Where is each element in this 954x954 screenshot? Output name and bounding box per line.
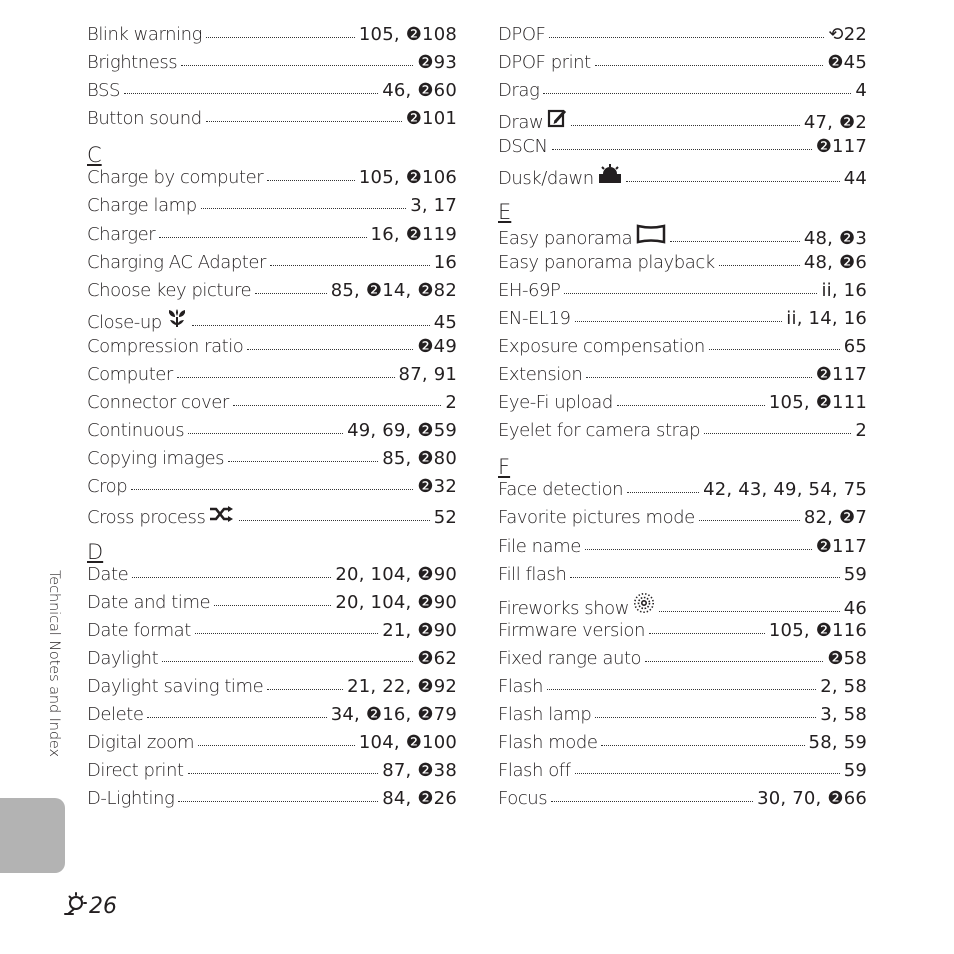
dot-leader (595, 717, 816, 718)
entry-term: Copying images (87, 448, 225, 470)
index-entry (498, 280, 867, 308)
index-entry (498, 704, 867, 732)
index-entry (498, 788, 867, 816)
entry-term: Delete (87, 704, 144, 726)
entry-pages: 104, ❷100 (358, 732, 457, 754)
index-entry (498, 364, 867, 392)
index-entry (87, 80, 457, 108)
index-entry (87, 364, 457, 392)
entry-pages: ❷117 (815, 535, 867, 557)
dot-leader (201, 208, 406, 209)
index-entry (498, 732, 867, 760)
dot-leader (570, 577, 839, 578)
index-entry (87, 24, 457, 52)
entry-pages: 42, 43, 49, 54, 75 (703, 479, 867, 501)
section-heading (498, 448, 867, 479)
entry-term: DSCN (498, 136, 548, 158)
index-entry (87, 420, 457, 448)
index-entry (498, 507, 867, 535)
dot-leader (709, 349, 840, 350)
index-entry (498, 52, 867, 80)
entry-pages: 48, ❷3 (803, 227, 867, 249)
entry-term: Daylight (87, 647, 159, 669)
index-entry (87, 505, 457, 533)
index-entry (498, 648, 867, 676)
entry-pages: 59 (843, 563, 867, 585)
index-entry (87, 195, 457, 223)
entry-pages: ❷58 (827, 647, 867, 669)
entry-term: Flash (498, 675, 543, 697)
entry-pages: ❷49 (417, 335, 457, 357)
entry-term: Date (87, 563, 129, 585)
dot-leader (627, 492, 699, 493)
entry-pages: 84, ❷26 (382, 788, 457, 810)
entry-term: Charging AC Adapter (87, 251, 266, 273)
dot-leader (617, 405, 765, 406)
index-entry (498, 308, 867, 336)
panorama-icon (636, 224, 666, 248)
side-tab-label: Technical Notes and Index (46, 570, 62, 757)
index-entry (87, 760, 457, 788)
dot-leader (181, 65, 413, 66)
dot-leader (571, 125, 800, 126)
close-up-flower-icon (166, 308, 188, 332)
entry-term: Focus (498, 788, 548, 810)
entry-pages: 46 (843, 597, 867, 619)
entry-term: DPOF print (498, 52, 591, 74)
entry-pages: ii, 14, 16 (786, 307, 867, 329)
entry-term: Close-up (87, 311, 162, 333)
entry-term: EH-69P (498, 279, 561, 301)
dot-leader (228, 461, 378, 462)
dot-leader (177, 377, 395, 378)
section-heading (87, 533, 457, 564)
index-entry (87, 788, 457, 816)
entry-term: Flash mode (498, 732, 598, 754)
index-entry (498, 620, 867, 648)
entry-term: Eyelet for camera strap (498, 420, 701, 442)
fireworks-icon (633, 592, 655, 618)
index-entry (498, 336, 867, 364)
entry-pages: ❷45 (827, 52, 867, 74)
entry-pages: 82, ❷7 (803, 507, 867, 529)
dot-leader (575, 773, 840, 774)
entry-pages: 21, ❷90 (382, 619, 457, 641)
index-entry (87, 224, 457, 252)
entry-pages: 2 (445, 392, 457, 414)
dot-leader (267, 689, 343, 690)
entry-pages: 20, 104, ❷90 (335, 591, 457, 613)
index-entry (498, 536, 867, 564)
index-entry (498, 252, 867, 280)
index-entry (498, 136, 867, 164)
entry-term: Easy panorama (498, 227, 633, 249)
section-letter: F (498, 455, 511, 480)
index-entry (87, 620, 457, 648)
entry-term: Brightness (87, 52, 178, 74)
entry-pages: ❷62 (417, 647, 457, 669)
entry-pages: 3, 17 (410, 195, 457, 217)
index-entry (498, 164, 867, 192)
entry-pages: 16, ❷119 (370, 223, 457, 245)
section-letter: C (87, 143, 102, 168)
page-footer (62, 892, 117, 920)
dot-leader (564, 293, 817, 294)
section-heading (87, 136, 457, 167)
dot-leader (188, 433, 343, 434)
dot-leader (178, 801, 378, 802)
entry-term: Date and time (87, 591, 211, 613)
entry-pages: 85, ❷80 (382, 448, 457, 470)
entry-pages: 49, 69, ❷59 (347, 420, 457, 442)
entry-pages: 85, ❷14, ❷82 (330, 279, 457, 301)
dot-leader (549, 37, 824, 38)
entry-term: Button sound (87, 108, 202, 130)
index-entry (498, 108, 867, 136)
entry-pages: 47, ❷2 (803, 112, 867, 134)
entry-pages: 44 (843, 168, 867, 190)
entry-term: Favorite pictures mode (498, 507, 695, 529)
entry-term: EN-EL19 (498, 307, 571, 329)
dot-leader (255, 293, 327, 294)
entry-term: Charger (87, 223, 156, 245)
index-entry (87, 704, 457, 732)
index-entry (87, 448, 457, 476)
entry-term: Exposure compensation (498, 335, 705, 357)
entry-pages: 105, ❷111 (768, 392, 867, 414)
entry-term: Date format (87, 619, 191, 641)
entry-term: Charge lamp (87, 195, 197, 217)
entry-pages: 2, 58 (820, 675, 867, 697)
dot-leader (626, 181, 840, 182)
entry-pages: 87, 91 (398, 364, 457, 386)
technical-notes-icon (62, 892, 88, 920)
entry-term: Firmware version (498, 619, 645, 641)
index-entry (498, 224, 867, 252)
entry-term: BSS (87, 80, 120, 102)
dot-leader (192, 325, 430, 326)
dot-leader (159, 237, 366, 238)
dusk-dawn-icon (598, 164, 622, 188)
entry-term: DPOF (498, 24, 546, 45)
index-entry (498, 564, 867, 592)
entry-pages: 2 (855, 420, 867, 442)
entry-term: Flash off (498, 760, 571, 782)
dot-leader (585, 549, 812, 550)
index-entry (87, 280, 457, 308)
entry-term: Crop (87, 476, 128, 498)
index-entry (498, 80, 867, 108)
index-entry (498, 24, 867, 52)
dot-leader (206, 121, 402, 122)
index-entry (87, 52, 457, 80)
entry-term: Fixed range auto (498, 647, 642, 669)
dot-leader (214, 605, 331, 606)
entry-pages: 30, 70, ❷66 (757, 788, 867, 810)
dot-leader (595, 65, 824, 66)
dot-leader (551, 801, 753, 802)
entry-term: Fireworks show (498, 597, 630, 619)
entry-pages: 16 (433, 251, 457, 273)
entry-term: Connector cover (87, 392, 229, 414)
dot-leader (552, 149, 812, 150)
index-entry (87, 564, 457, 592)
entry-pages: 105, ❷106 (358, 167, 457, 189)
index-entry (498, 420, 867, 448)
dot-leader (131, 489, 413, 490)
dot-leader (188, 773, 379, 774)
index-entry (87, 392, 457, 420)
entry-pages: 87, ❷38 (382, 760, 457, 782)
entry-term: Eye-Fi upload (498, 392, 613, 414)
entry-term: Drag (498, 80, 540, 102)
side-tab (0, 798, 65, 873)
entry-pages: 45 (433, 311, 457, 333)
dot-leader (162, 661, 413, 662)
draw-pencil-icon (547, 108, 567, 132)
section-letter: D (87, 539, 104, 564)
entry-pages: 52 (433, 506, 457, 528)
entry-term: Daylight saving time (87, 675, 264, 697)
dot-leader (649, 633, 765, 634)
section-letter: E (498, 199, 512, 224)
dot-leader (206, 37, 355, 38)
entry-term: Extension (498, 364, 583, 386)
cross-process-icon (209, 505, 235, 527)
index-entry (87, 648, 457, 676)
entry-pages: 59 (843, 760, 867, 782)
dot-leader (704, 433, 851, 434)
dot-leader (132, 577, 331, 578)
index-entry (87, 252, 457, 280)
index-entry (87, 732, 457, 760)
entry-term: Continuous (87, 420, 185, 442)
dot-leader (239, 520, 429, 521)
dot-leader (267, 180, 355, 181)
entry-term: Choose key picture (87, 279, 252, 301)
dot-leader (645, 661, 823, 662)
entry-pages: ii, 16 (821, 279, 867, 301)
entry-pages: 20, 104, ❷90 (335, 563, 457, 585)
entry-term: Face detection (498, 479, 624, 501)
index-entry (87, 592, 457, 620)
entry-pages: 46, ❷60 (382, 80, 457, 102)
index-entry (498, 760, 867, 788)
entry-pages: ⟲22 (828, 24, 867, 45)
index-entry (87, 308, 457, 336)
index-entry (498, 392, 867, 420)
dot-leader (699, 520, 800, 521)
entry-pages: 34, ❷16, ❷79 (330, 704, 457, 726)
dot-leader (233, 405, 441, 406)
entry-pages: 48, ❷6 (803, 251, 867, 273)
dot-leader (270, 265, 430, 266)
entry-pages: ❷32 (417, 476, 457, 498)
entry-pages: 105, ❷116 (768, 619, 867, 641)
index-entry (498, 676, 867, 704)
index-entry (87, 676, 457, 704)
index-entry (87, 167, 457, 195)
entry-term: File name (498, 535, 581, 557)
entry-term: Draw (498, 112, 544, 134)
entry-term: Flash lamp (498, 704, 592, 726)
entry-term: Digital zoom (87, 732, 195, 754)
dot-leader (575, 321, 783, 322)
entry-term: Cross process (87, 506, 206, 528)
entry-term: Fill flash (498, 563, 567, 585)
entry-pages: ❷117 (815, 364, 867, 386)
entry-term: Charge by computer (87, 167, 264, 189)
index-entry (87, 476, 457, 504)
dot-leader (247, 349, 413, 350)
index-entry (498, 592, 867, 620)
dot-leader (601, 745, 804, 746)
dot-leader (659, 611, 840, 612)
entry-pages: ❷117 (815, 136, 867, 158)
dot-leader (670, 241, 800, 242)
entry-term: Blink warning (87, 24, 202, 45)
entry-term: Computer (87, 364, 173, 386)
entry-pages: 105, ❷108 (358, 24, 457, 45)
entry-pages: 65 (843, 335, 867, 357)
entry-term: Easy panorama playback (498, 251, 715, 273)
entry-term: D-Lighting (87, 788, 175, 810)
entry-term: Dusk/dawn (498, 168, 594, 190)
entry-pages: 21, 22, ❷92 (347, 675, 457, 697)
dot-leader (719, 265, 800, 266)
dot-leader (543, 93, 851, 94)
entry-pages: 4 (855, 80, 867, 102)
index-entry (87, 336, 457, 364)
entry-pages: 58, 59 (808, 732, 867, 754)
dot-leader (547, 689, 816, 690)
entry-pages: ❷101 (405, 108, 457, 130)
index-entry (498, 479, 867, 507)
entry-pages: 3, 58 (820, 704, 867, 726)
section-heading (498, 193, 867, 224)
index-column-right (498, 24, 867, 816)
entry-term: Compression ratio (87, 335, 244, 357)
dot-leader (586, 377, 811, 378)
dot-leader (124, 93, 378, 94)
index-entry (87, 108, 457, 136)
dot-leader (147, 717, 326, 718)
index-column-left (87, 24, 457, 816)
entry-term: Direct print (87, 760, 184, 782)
dot-leader (195, 633, 378, 634)
entry-pages: ❷93 (417, 52, 457, 74)
dot-leader (198, 745, 355, 746)
page-number: 26 (89, 893, 117, 919)
